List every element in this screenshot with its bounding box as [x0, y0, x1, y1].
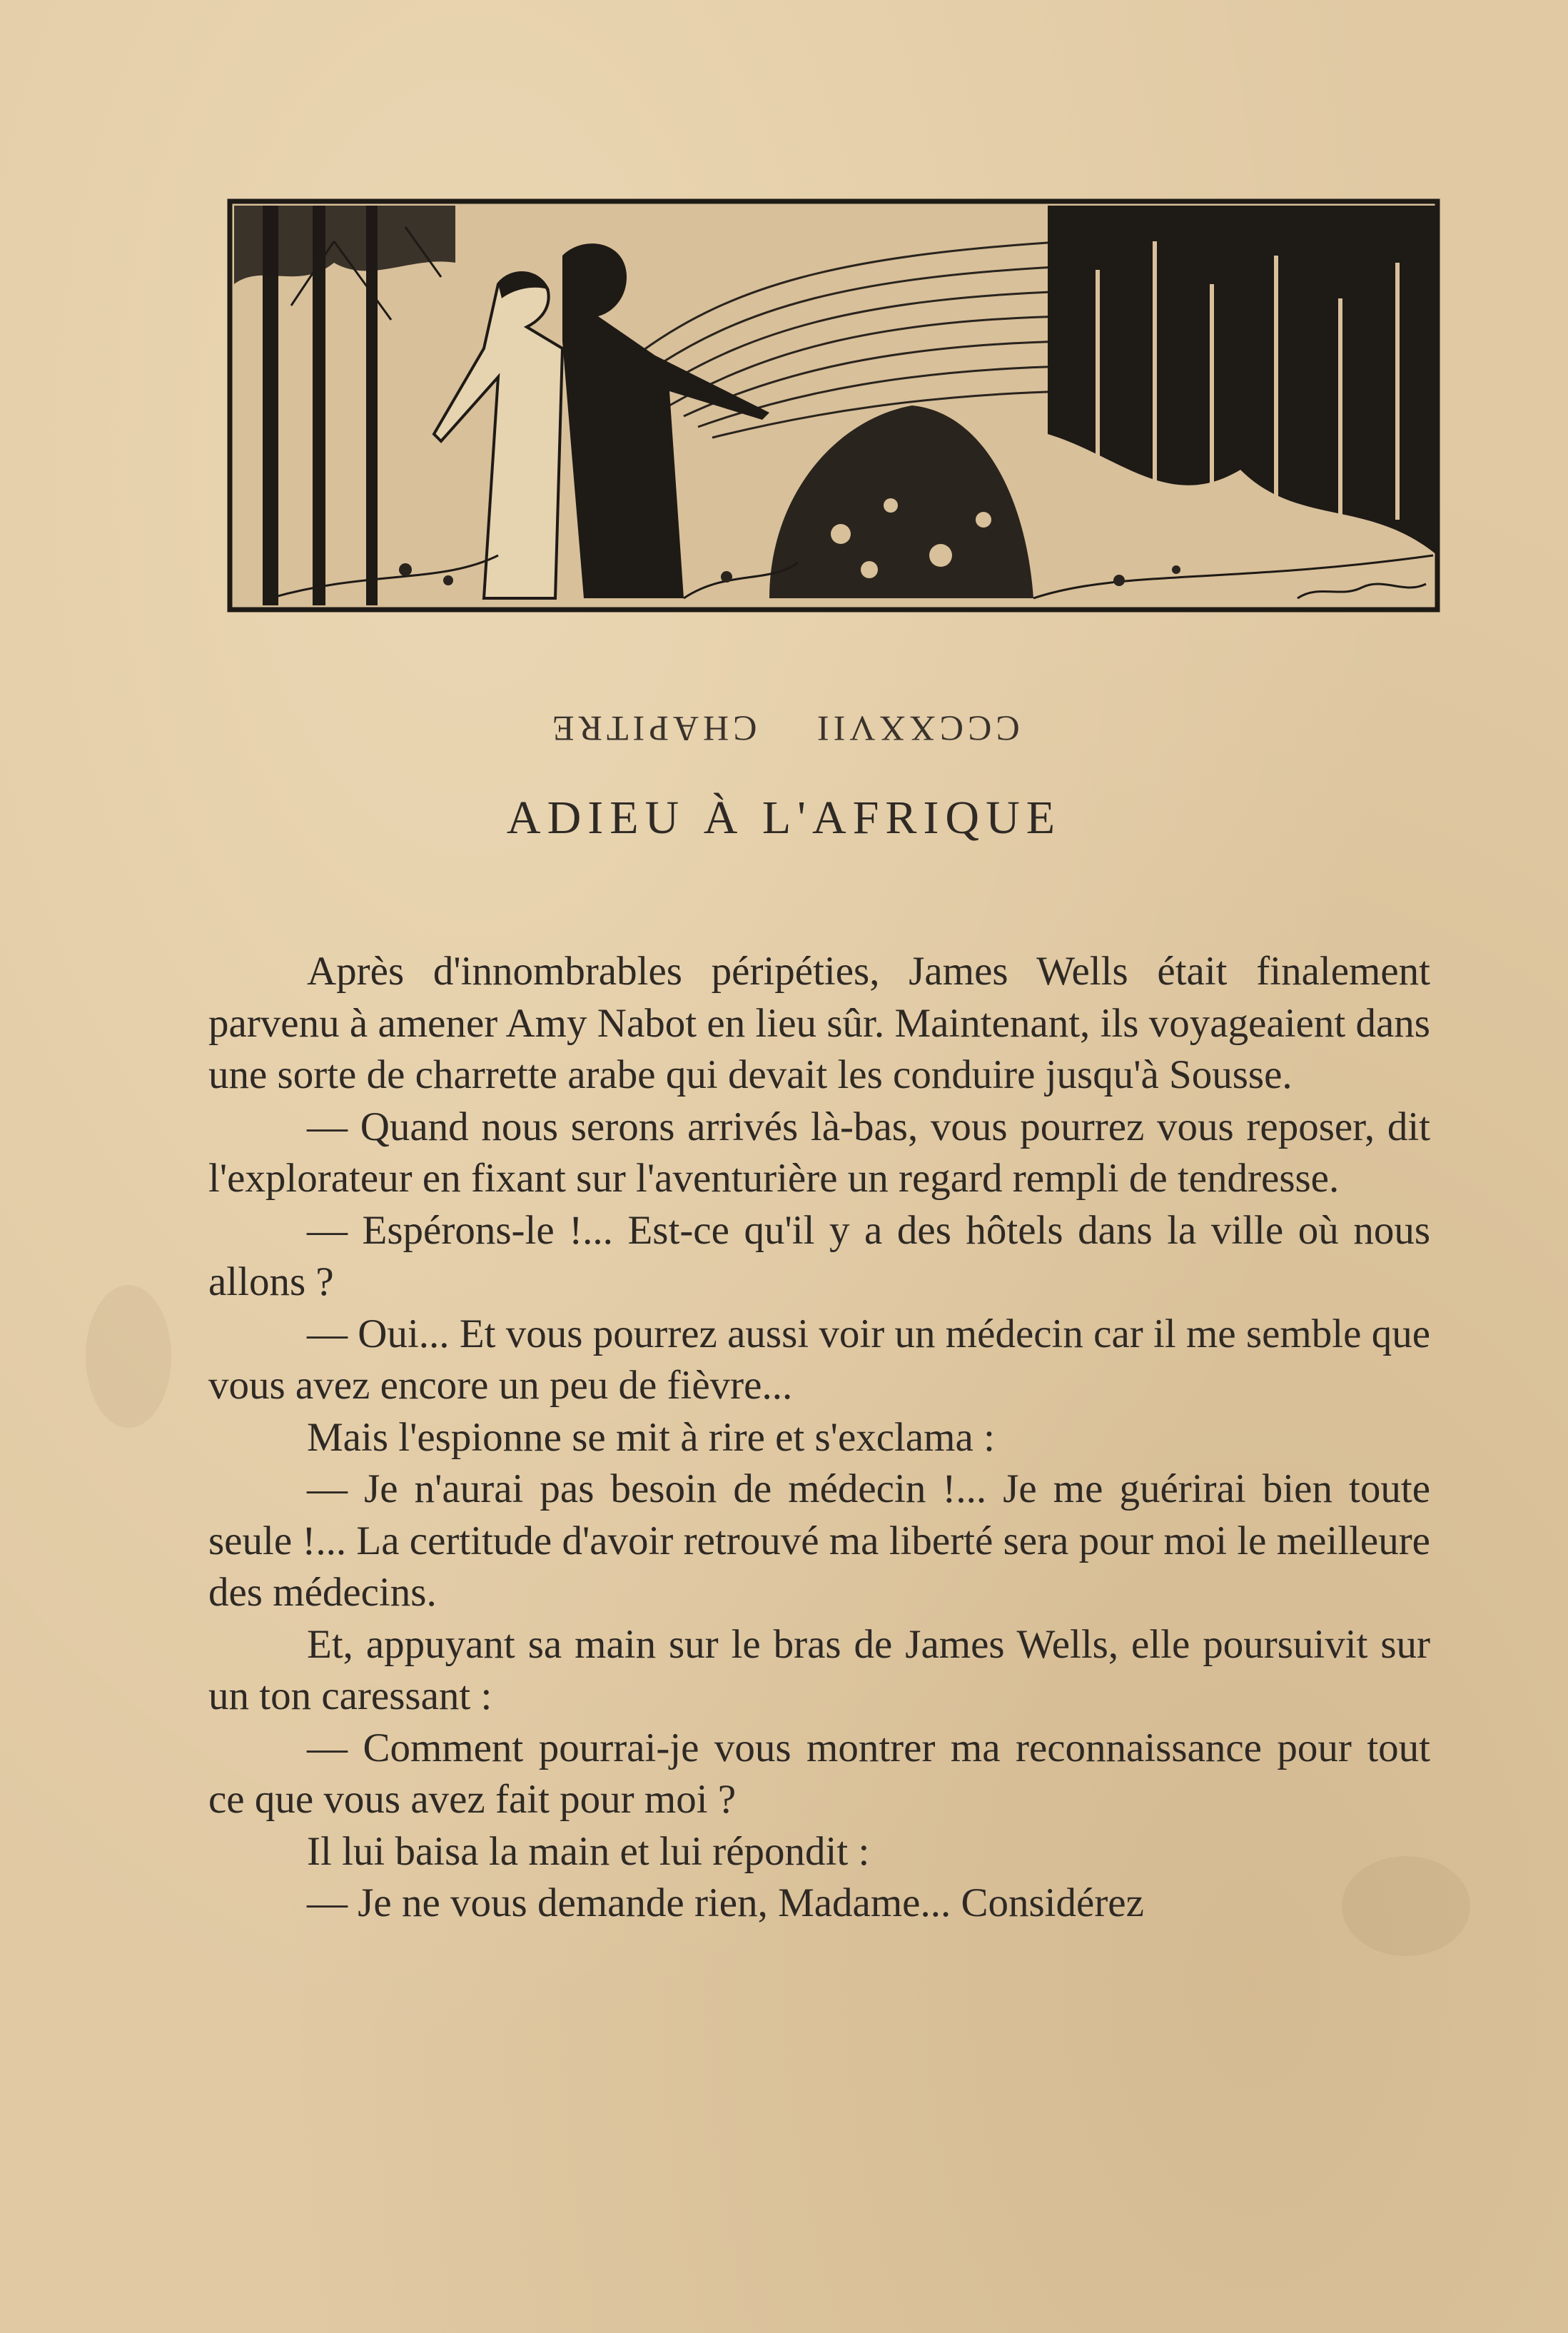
- chapter-body: [208, 946, 1430, 1930]
- paragraph: — Quand nous serons arrivés là-bas, vous pourrez vous reposer, dit l'explorateur en fixant sur l'aventurière un regard rempli de tendresse.: [208, 1104, 1430, 1201]
- paragraph: — Espérons-le !... Est-ce qu'il y a des hôtels dans la ville où nous allons ?: [208, 1207, 1430, 1304]
- paragraph: Mais l'espionne se mit à rire et s'exclama :: [307, 1414, 995, 1460]
- chapter-title: ADIEU À L'AFRIQUE: [506, 792, 1062, 844]
- paragraph: — Je ne vous demande rien, Madame... Considérez: [307, 1880, 1144, 1925]
- chapter-heading: [0, 708, 1568, 750]
- paragraph: — Je n'aurai pas besoin de médecin !... Je me guérirai bien toute seule !... La certitude d'avoir retrouvé ma liberté sera pour moi le meilleure des médecins.: [208, 1466, 1430, 1615]
- paragraph: Et, appuyant sa main sur le bras de James Wells, elle poursuivit sur un ton caressant :: [208, 1621, 1430, 1718]
- paper-stain: [86, 1285, 171, 1428]
- chapter-number: CCCXXVII: [813, 709, 1020, 749]
- paragraph: — Comment pourrai-je vous montrer ma reconnaissance pour tout ce que vous avez fait pour moi ?: [208, 1725, 1430, 1822]
- chapter-illustration: [227, 198, 1440, 613]
- couple-in-garden-engraving: [227, 198, 1440, 613]
- paragraph: Il lui baisa la main et lui répondit :: [307, 1828, 870, 1874]
- paragraph: Après d'innombrables péripéties, James Wells était finalement parvenu à amener Amy Nabot en lieu sûr. Maintenant, ils voyageaient dans une sorte de charrette arabe qui devait les conduire jusqu'à Sousse.: [208, 949, 1430, 1097]
- chapter-label: CHAPITRE: [548, 709, 757, 749]
- paragraph: — Oui... Et vous pourrez aussi voir un médecin car il me semble que vous avez encore un peu de fièvre...: [208, 1311, 1430, 1408]
